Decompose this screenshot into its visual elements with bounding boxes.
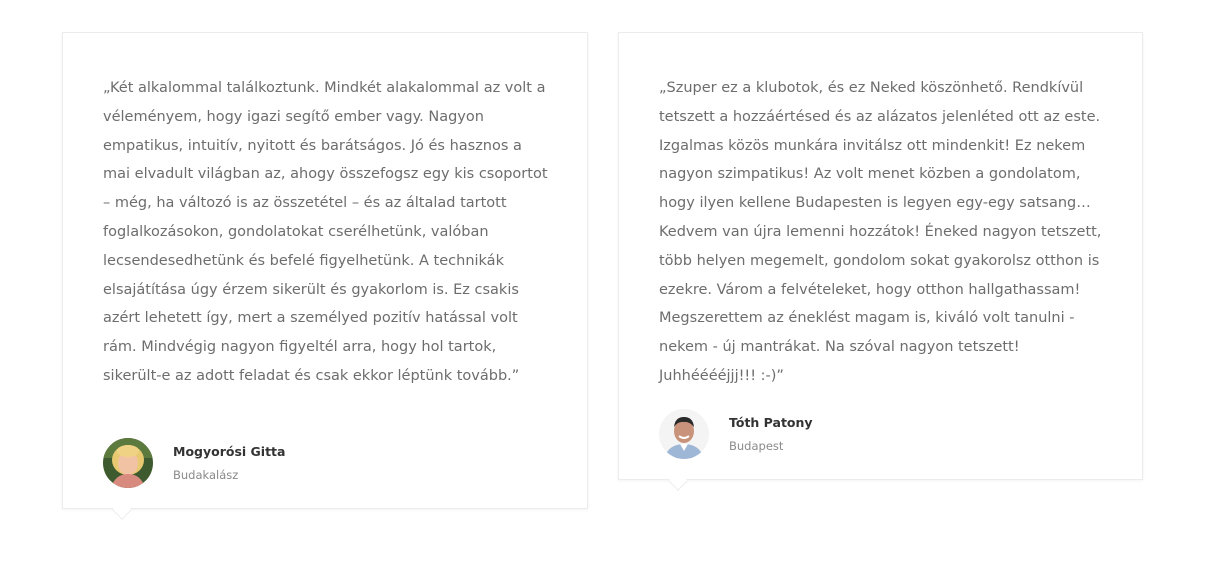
author-location: Budakalász xyxy=(173,467,239,482)
author-name: Mogyorósi Gitta xyxy=(173,443,286,459)
author-name: Tóth Patony xyxy=(729,414,813,430)
man-portrait-avatar-icon xyxy=(659,409,709,459)
author-location: Budapest xyxy=(729,438,784,453)
testimonial-author xyxy=(103,438,285,488)
testimonial-card xyxy=(62,32,588,509)
woman-portrait-avatar-icon xyxy=(103,438,153,488)
speech-pointer xyxy=(112,500,132,520)
speech-pointer xyxy=(668,471,688,491)
testimonial-author xyxy=(659,409,813,459)
testimonial-quote: „Két alkalommal találkoztunk. Mindkét alakalommal az volt a véleményem, hogy igazi segítő ember vagy. Nagyon empatikus, intuitív, nyitott és barátságos. Jó és hasznos a mai elvadult világban az, ahogy összefogsz egy kis csoportot – még, ha változó is az összetétel – és az általad tartott foglalkozásokon, gondolatokat cserélhetünk, valóban lecsendesedhetünk és befelé figyelhetünk. A technikák elsajátítása úgy érzem sikerült és gyakorlom is. Ez csakis azért lehetett így, mert a személyed pozitív hatással volt rám. Mindvégig nagyon figyeltél arra, hogy hol tartok, sikerült-e az adott feladat és csak ekkor léptünk tovább.” xyxy=(103,80,548,384)
testimonial-card xyxy=(618,32,1143,480)
testimonial-quote: „Szuper ez a klubotok, és ez Neked köszönhető. Rendkívül tetszett a hozzáértésed és az alázatos jelenléted ott az este. Izgalmas közös munkára invitálsz ott mindenkit! Ez nekem nagyon szimpatikus! Az volt menet közben a gondolatom, hogy ilyen kellene Budapesten is legyen egy-egy satsang… Kedvem van újra lemenni hozzátok! Éneked nagyon tetszett, több helyen megemelt, gondolom sokat gyakorolsz otthon is ezekre. Várom a felvételeket, hogy otthon hallgathassam! Megszerettem az éneklést magam is, kiváló volt tanulni - nekem - új mantrákat. Na szóval nagyon tetszett! Juhhééééjjj!!! :-)” xyxy=(659,80,1102,384)
author-info xyxy=(173,443,285,484)
author-info xyxy=(729,414,813,455)
